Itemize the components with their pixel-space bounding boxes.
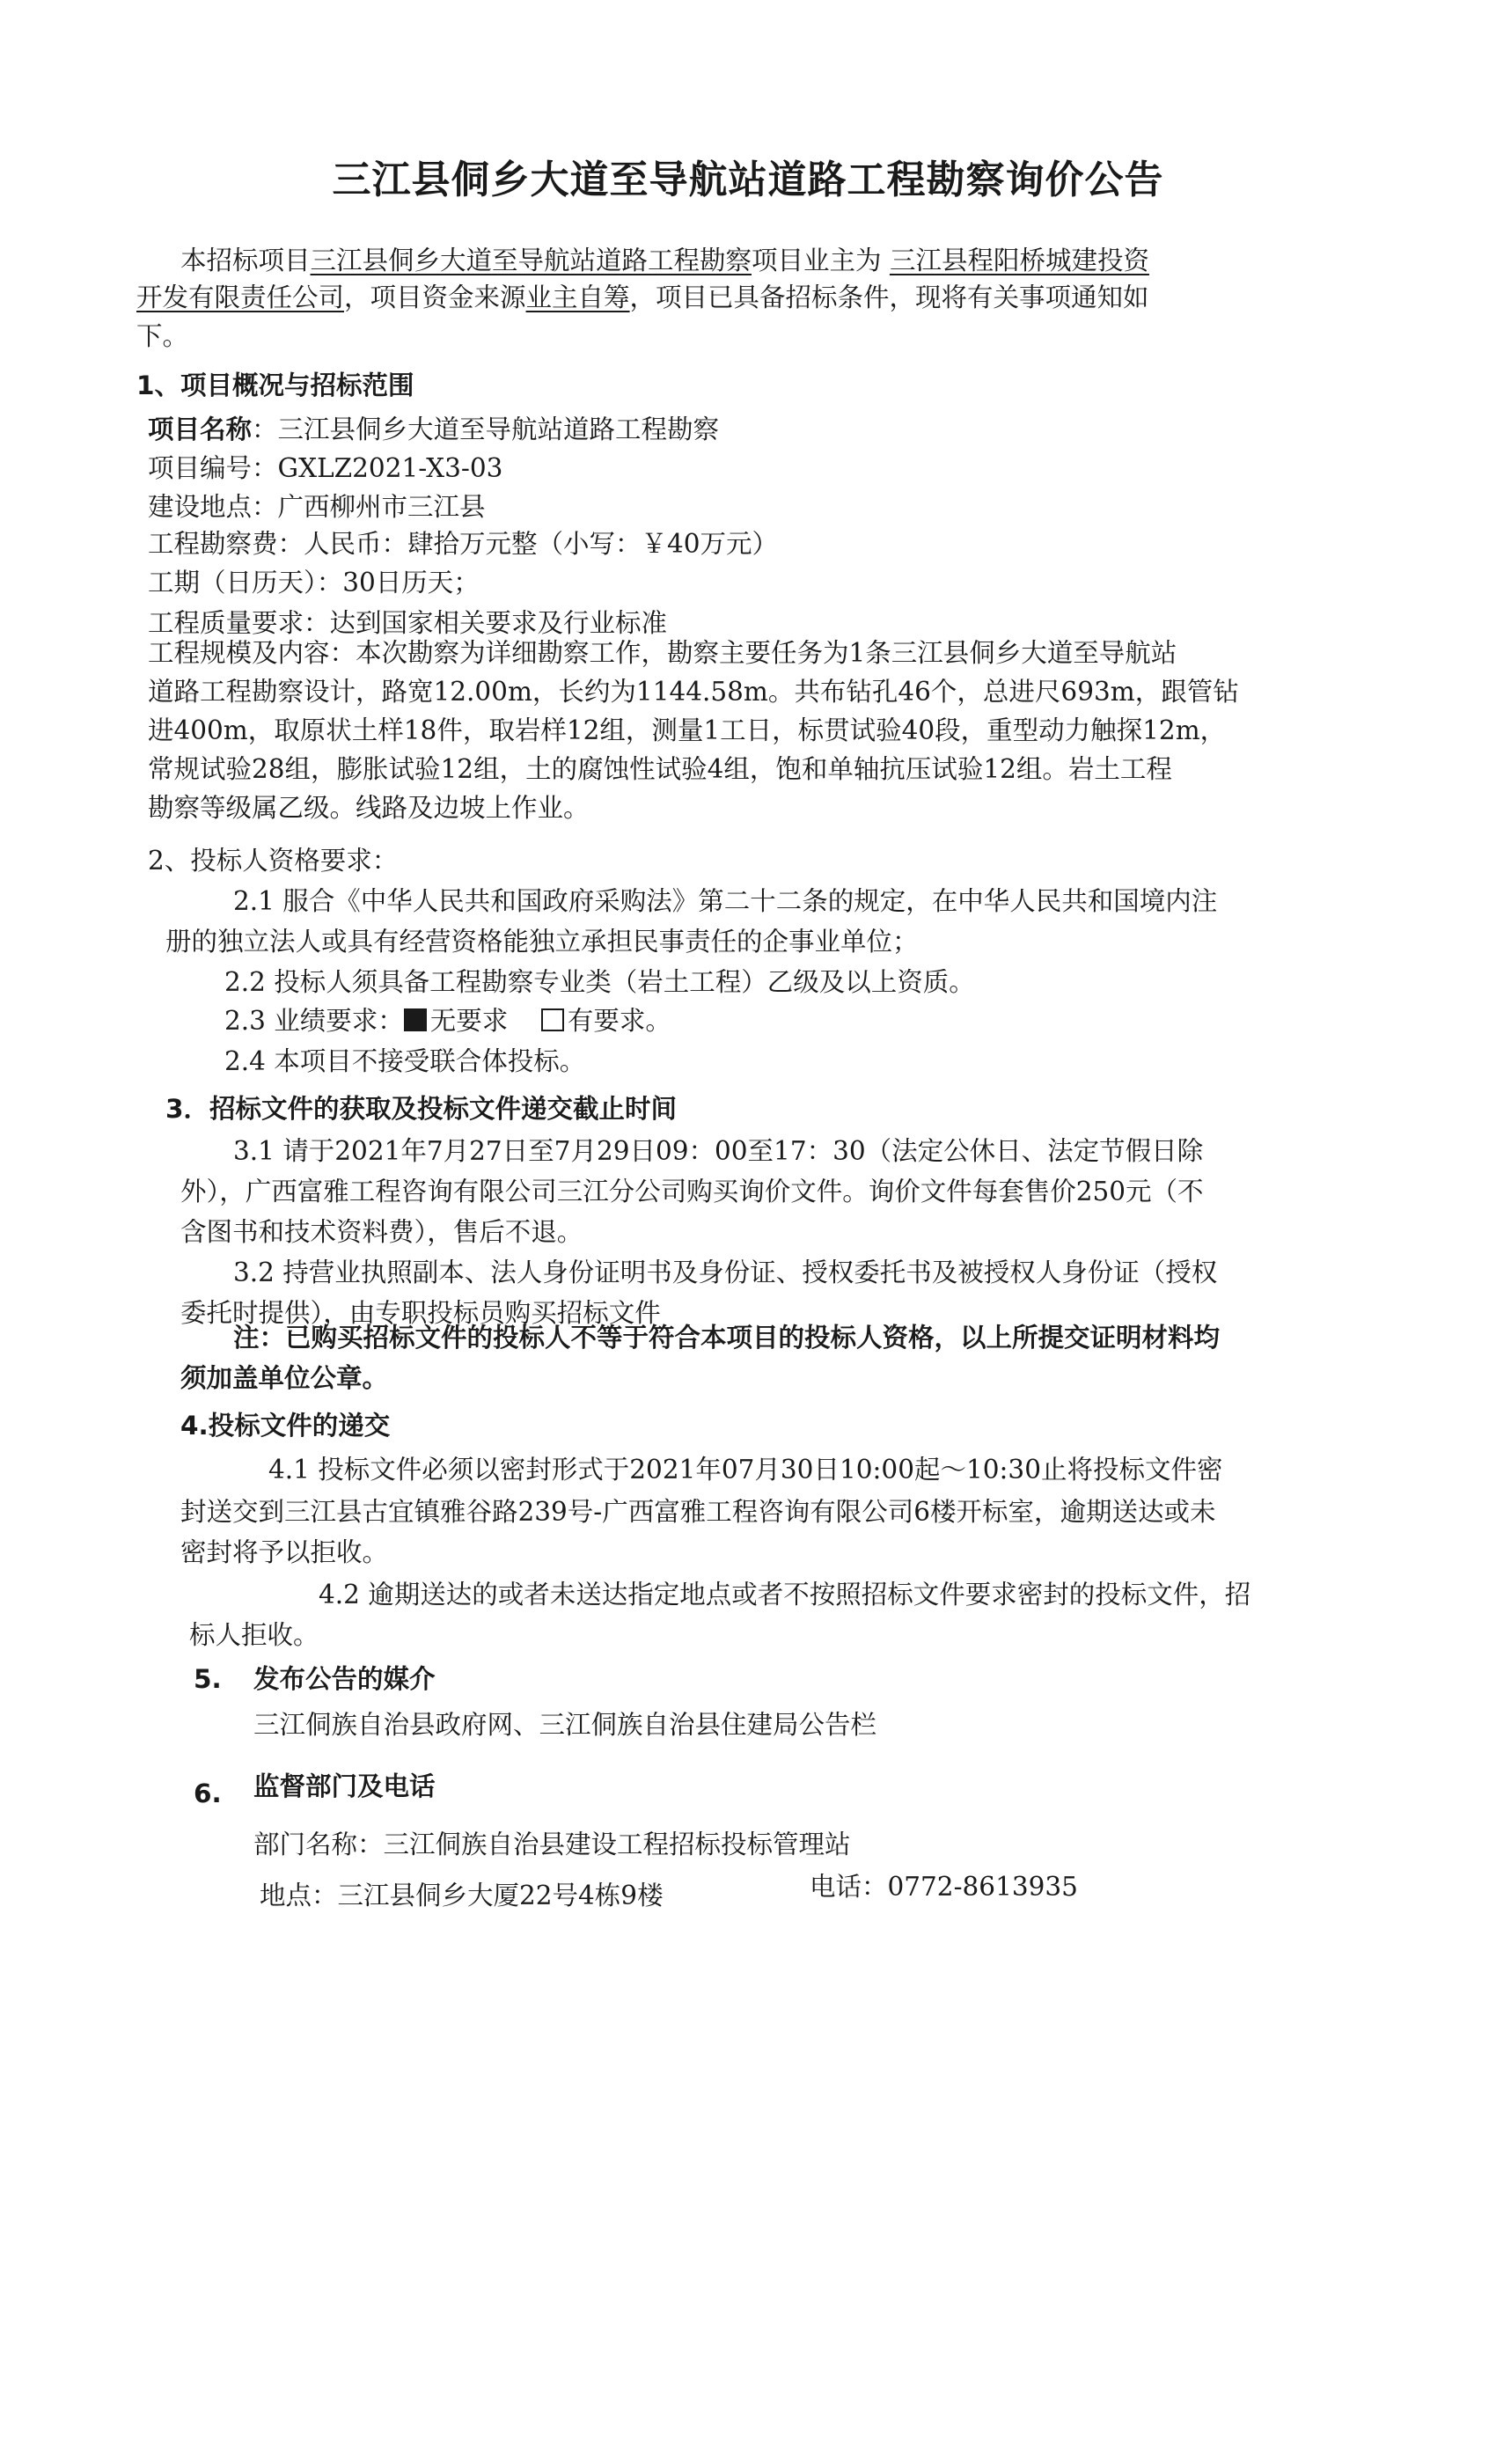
requirement-2-1-cont: 册的独立法人或具有经营资格能独立承担民事责任的企事业单位； xyxy=(165,927,919,957)
option-has-requirement: 有要求。 xyxy=(567,1006,671,1036)
section-5-number: 5. xyxy=(194,1664,222,1694)
intro-line-3: 下。 xyxy=(136,321,189,351)
quality-requirement: 工程质量要求：达到国家相关要求及行业标准 xyxy=(148,608,668,638)
intro-text: ，项目已具备招标条件，现将有关事项通知如 xyxy=(629,282,1149,312)
project-name-underlined: 三江县侗乡大道至导航站道路工程勘察 xyxy=(310,246,752,275)
requirement-2-1: 2.1 服合《中华人民共和国政府采购法》第二十二条的规定，在中华人民共和国境内注 xyxy=(233,886,1218,916)
clause-4-1-cont: 密封将予以拒收。 xyxy=(180,1537,389,1567)
intro-line-1 xyxy=(180,243,1149,278)
scope-line: 道路工程勘察设计，路宽12.00m，长约为1144.58m。共布钻孔46个，总进尺693m，跟管钻 xyxy=(148,677,1239,707)
survey-fee: 工程勘察费：人民币：肆拾万元整（小写：￥40万元） xyxy=(148,529,779,559)
section-4-heading: 4.投标文件的递交 xyxy=(180,1411,391,1441)
intro-line-2 xyxy=(136,280,1149,315)
scope-line: 勘察等级属乙级。线路及边坡上作业。 xyxy=(148,793,590,823)
section-6-number: 6. xyxy=(194,1778,222,1808)
requirement-2-4: 2.4 本项目不接受联合体投标。 xyxy=(224,1046,586,1076)
clause-3-1-cont: 外），广西富雅工程咨询有限公司三江分公司购买询价文件。询价文件每套售价250元（不 xyxy=(180,1177,1204,1206)
scope-line: 进400m，取原状土样18件，取岩样12组，测量1工日，标贯试验40段，重型动力触探12m， xyxy=(148,715,1227,745)
document-title: 三江县侗乡大道至导航站道路工程勘察询价公告 xyxy=(332,158,1164,202)
note-text: 注：已购买招标文件的投标人不等于符合本项目的投标人资格，以上所提交证明材料均 xyxy=(233,1323,1221,1353)
checked-box-icon xyxy=(404,1008,427,1031)
project-location: 建设地点：广西柳州市三江县 xyxy=(148,492,486,522)
clause-3-1: 3.1 请于2021年7月27日至7月29日09：00至17：30（法定公休日、法定节假日除 xyxy=(233,1136,1204,1166)
intro-text: 项目业主为 xyxy=(752,246,882,275)
clause-4-2-cont: 标人拒收。 xyxy=(189,1620,319,1650)
clause-4-1-cont: 封送交到三江县古宜镇雅谷路239号-广西富雅工程咨询有限公司6楼开标室，逾期送达或未 xyxy=(180,1497,1216,1527)
scope-line: 常规试验28组，膨胀试验12组，土的腐蚀性试验4组，饱和单轴抗压试验12组。岩土工程 xyxy=(148,754,1172,784)
clause-3-2-cont: 委托时提供），由专职投标员购买招标文件 xyxy=(180,1298,661,1328)
requirement-2-2: 2.2 投标人须具备工程勘察专业类（岩土工程）乙级及以上资质。 xyxy=(224,967,975,997)
clause-4-1: 4.1 投标文件必须以密封形式于2021年07月30日10:00起～10:30止将投标文件密 xyxy=(268,1455,1223,1485)
clause-3-2: 3.2 持营业执照副本、法人身份证明书及身份证、授权委托书及被授权人身份证（授权 xyxy=(233,1258,1218,1287)
fund-source-underlined: 业主自筹 xyxy=(525,282,630,312)
section-5-heading: 发布公告的媒介 xyxy=(253,1664,436,1694)
section-6-heading: 监督部门及电话 xyxy=(253,1771,436,1801)
requirement-2-3 xyxy=(224,1003,671,1038)
section-3-heading: 3．招标文件的获取及投标文件递交截止时间 xyxy=(165,1094,678,1124)
clause-4-2: 4.2 逾期送达的或者未送达指定地点或者不按照招标文件要求密封的投标文件，招 xyxy=(319,1580,1251,1610)
project-code: 项目编号：GXLZ2021-X3-03 xyxy=(148,453,503,483)
intro-text: ，项目资金来源 xyxy=(344,282,526,312)
owner-name-underlined: 三江县程阳桥城建投资 xyxy=(889,246,1149,275)
intro-text: 本招标项目 xyxy=(180,246,311,275)
media-text: 三江侗族自治县政府网、三江侗族自治县住建局公告栏 xyxy=(253,1710,877,1740)
supervision-phone: 电话：0772-8613935 xyxy=(810,1872,1078,1902)
section-1-heading: 1、项目概况与招标范围 xyxy=(136,370,414,400)
supervision-department: 部门名称：三江侗族自治县建设工程招标投标管理站 xyxy=(253,1830,851,1859)
project-name-label: 项目名称 xyxy=(148,414,253,444)
unchecked-box-icon xyxy=(541,1008,564,1031)
project-name-row xyxy=(148,412,719,447)
project-name-value: ：三江县侗乡大道至导航站道路工程勘察 xyxy=(252,414,720,444)
requirement-2-3-label: 2.3 业绩要求： xyxy=(224,1006,404,1036)
work-period: 工期（日历天）：30日历天； xyxy=(148,568,480,598)
section-2-heading: 2、投标人资格要求： xyxy=(148,846,399,876)
clause-3-1-cont: 含图书和技术资料费），售后不退。 xyxy=(180,1217,583,1247)
supervision-address: 地点：三江县侗乡大厦22号4栋9楼 xyxy=(260,1881,664,1910)
owner-name-underlined: 开发有限责任公司 xyxy=(136,282,345,312)
scope-line: 工程规模及内容：本次勘察为详细勘察工作，勘察主要任务为1条三江县侗乡大道至导航站 xyxy=(148,638,1177,668)
option-no-requirement: 无要求 xyxy=(429,1006,509,1036)
note-text-cont: 须加盖单位公章。 xyxy=(180,1363,389,1393)
